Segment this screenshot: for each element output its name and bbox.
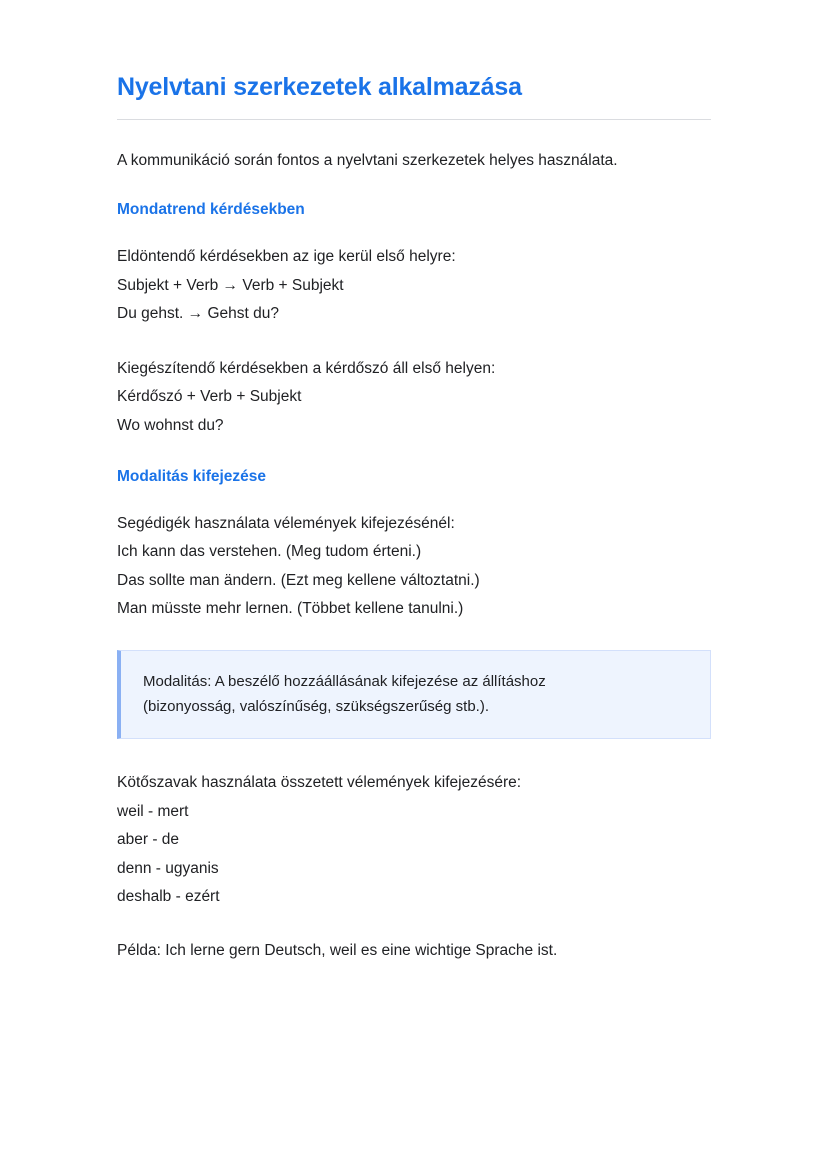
section-heading-word-order: Mondatrend kérdésekben <box>117 201 305 219</box>
yes-no-questions-rule: Eldöntendő kérdésekben az ige kerül első helyre: <box>117 248 456 266</box>
intro-paragraph: A kommunikáció során fontos a nyelvtani szerkezetek helyes használata. <box>117 152 618 170</box>
conjunction-denn: denn - ugyanis <box>117 859 219 877</box>
modal-verbs-rule: Segédigék használata vélemények kifejezésénél: <box>117 514 455 532</box>
definition-callout <box>117 650 711 739</box>
definition-callout-line-2: (bizonyosság, valószínűség, szükségszerűség stb.). <box>143 698 490 716</box>
page-title: Nyelvtani szerkezetek alkalmazása <box>117 73 522 101</box>
modal-verbs-example-3: Man müsste mehr lernen. (Többet kellene tanulni.) <box>117 600 464 618</box>
yes-no-questions-block <box>117 243 711 329</box>
conjunction-deshalb: deshalb - ezért <box>117 888 220 906</box>
modal-verbs-example-1: Ich kann das verstehen. (Meg tudom érteni.) <box>117 543 422 561</box>
conjunction-aber: aber - de <box>117 831 180 849</box>
yes-no-questions-example: Du gehst. → Gehst du? <box>117 305 279 323</box>
wh-questions-example: Wo wohnst du? <box>117 416 224 434</box>
definition-callout-line-1: Modalitás: A beszélő hozzáállásának kifejezése az állításhoz <box>143 672 546 690</box>
title-divider <box>117 119 711 120</box>
section-heading-modality: Modalitás kifejezése <box>117 468 267 486</box>
conjunctions-block <box>117 769 711 912</box>
example-sentence: Példa: Ich lerne gern Deutsch, weil es eine wichtige Sprache ist. <box>117 941 558 959</box>
yes-no-questions-pattern: Subjekt + Verb → Verb + Subjekt <box>117 276 344 294</box>
conjunction-weil: weil - mert <box>117 802 189 820</box>
wh-questions-pattern: Kérdőszó + Verb + Subjekt <box>117 388 302 406</box>
modal-verbs-example-2: Das sollte man ändern. (Ezt meg kellene változtatni.) <box>117 571 480 589</box>
conjunctions-rule: Kötőszavak használata összetett vélemények kifejezésére: <box>117 774 522 792</box>
modal-verbs-block <box>117 510 711 624</box>
wh-questions-rule: Kiegészítendő kérdésekben a kérdőszó áll első helyen: <box>117 359 496 377</box>
wh-questions-block <box>117 355 711 441</box>
